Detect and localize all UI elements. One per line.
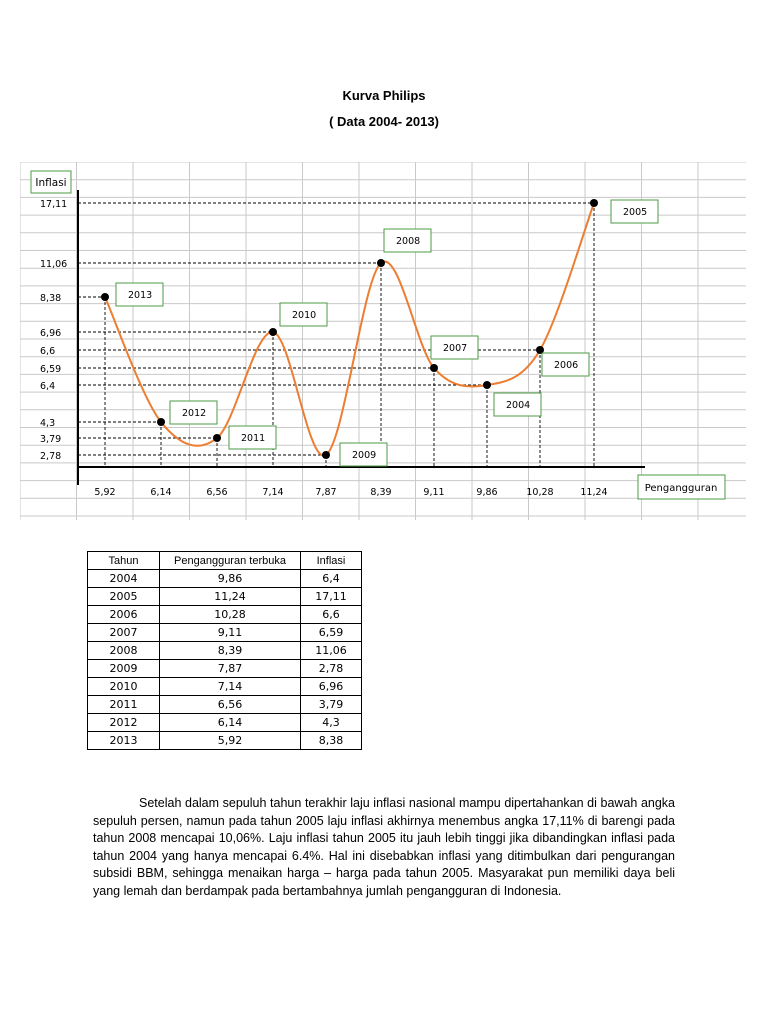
table-cell: 2006 [88, 606, 160, 624]
year-label-2011: 2011 [241, 433, 266, 444]
y-tick-label: 3,79 [40, 434, 62, 445]
x-tick-label: 7,14 [262, 487, 284, 498]
data-point-2009 [322, 451, 330, 459]
phillips-curve-chart [20, 162, 746, 522]
data-table [87, 551, 362, 750]
table-cell: 6,4 [301, 570, 362, 588]
chart-subtitle: ( Data 2004- 2013) [329, 114, 439, 129]
y-tick-label: 4,3 [40, 418, 56, 429]
table-row [88, 588, 362, 606]
x-tick-label: 10,28 [526, 487, 554, 498]
table-cell: 7,14 [160, 678, 301, 696]
data-point-2004 [483, 381, 491, 389]
table-cell: 2008 [88, 642, 160, 660]
table-row [88, 570, 362, 588]
year-label-2005: 2005 [623, 207, 648, 218]
year-label-2013: 2013 [128, 290, 153, 301]
table-body [88, 570, 362, 750]
x-tick-label: 6,56 [206, 487, 228, 498]
data-point-2005 [590, 199, 598, 207]
table-cell: 2010 [88, 678, 160, 696]
table-cell: 8,39 [160, 642, 301, 660]
table-cell: 17,11 [301, 588, 362, 606]
table-header-cell: Inflasi [301, 552, 362, 570]
data-point-2013 [101, 293, 109, 301]
table-cell: 2013 [88, 732, 160, 750]
table-row [88, 624, 362, 642]
chart-axes [78, 190, 648, 485]
x-tick-label: 7,87 [315, 487, 337, 498]
table-cell: 3,79 [301, 696, 362, 714]
table-cell: 7,87 [160, 660, 301, 678]
year-label-2010: 2010 [292, 310, 317, 321]
table-cell: 2,78 [301, 660, 362, 678]
table-cell: 6,6 [301, 606, 362, 624]
table-row [88, 732, 362, 750]
body-paragraph: Setelah dalam sepuluh tahun terakhir laju inflasi nasional mampu dipertahankan di bawah angka sepuluh persen, namun pada tahun 2005 laju inflasi akhirnya menembus angka 17,11% di barengi pada tahun 2008 mencapai 10,06%. Laju inflasi tahun 2005 itu jauh lebih tinggi jika dibandingkan inflasi pada tahun 2004 yang hanya mencapai 6.4%. Hal ini disebabkan inflasi yang ditimbulkan dari pengurangan subsidi BBM, sehingga menaikan harga – harga pada tahun 2005. Masyarakat pun memiliki daya beli yang lemah dan berdampak pada bertambahnya jumlah pengangguran di Indonesia. [93, 796, 675, 898]
year-label-2004: 2004 [506, 400, 531, 411]
x-tick-label: 6,14 [150, 487, 172, 498]
chart-title: Kurva Philips [342, 88, 426, 103]
year-label-2008: 2008 [396, 236, 421, 247]
table-row [88, 642, 362, 660]
y-axis-label: Inflasi [35, 177, 67, 189]
y-tick-label: 6,59 [40, 364, 62, 375]
year-label-2009: 2009 [352, 450, 377, 461]
y-tick-label: 17,11 [40, 199, 68, 210]
year-label-2006: 2006 [554, 360, 579, 371]
table-cell: 9,11 [160, 624, 301, 642]
y-tick-label: 11,06 [40, 259, 68, 270]
x-tick-label: 11,24 [580, 487, 608, 498]
y-tick-label: 6,4 [40, 381, 56, 392]
x-tick-label: 9,86 [476, 487, 498, 498]
x-tick-label: 9,11 [423, 487, 445, 498]
table-cell: 6,14 [160, 714, 301, 732]
data-point-2012 [157, 418, 165, 426]
table-cell: 11,24 [160, 588, 301, 606]
y-tick-label: 6,6 [40, 346, 56, 357]
table-row [88, 606, 362, 624]
x-axis-label: Pengangguran [644, 483, 718, 494]
table-cell: 6,96 [301, 678, 362, 696]
table-header-row [88, 552, 362, 570]
table-cell: 2012 [88, 714, 160, 732]
table-cell: 6,59 [301, 624, 362, 642]
table-header-cell: Pengangguran terbuka [160, 552, 301, 570]
table-cell: 2004 [88, 570, 160, 588]
y-tick-label: 8,38 [40, 293, 62, 304]
data-point-2011 [213, 434, 221, 442]
table-cell: 6,56 [160, 696, 301, 714]
table-cell: 2009 [88, 660, 160, 678]
table-cell: 8,38 [301, 732, 362, 750]
y-tick-label: 2,78 [40, 451, 62, 462]
table-cell: 5,92 [160, 732, 301, 750]
table-cell: 2011 [88, 696, 160, 714]
table-row [88, 696, 362, 714]
table-row [88, 678, 362, 696]
table-header-cell: Tahun [88, 552, 160, 570]
data-point-2007 [430, 364, 438, 372]
table-cell: 10,28 [160, 606, 301, 624]
x-tick-label: 5,92 [94, 487, 116, 498]
data-point-2008 [377, 259, 385, 267]
year-label-2007: 2007 [443, 343, 468, 354]
y-tick-label: 6,96 [40, 328, 62, 339]
table-cell: 2005 [88, 588, 160, 606]
table-cell: 4,3 [301, 714, 362, 732]
table-cell: 2007 [88, 624, 160, 642]
table-row [88, 660, 362, 678]
year-label-2012: 2012 [182, 408, 207, 419]
x-tick-label: 8,39 [370, 487, 392, 498]
table-cell: 9,86 [160, 570, 301, 588]
data-point-2010 [269, 328, 277, 336]
table-cell: 11,06 [301, 642, 362, 660]
table-row [88, 714, 362, 732]
year-labels [31, 171, 725, 499]
